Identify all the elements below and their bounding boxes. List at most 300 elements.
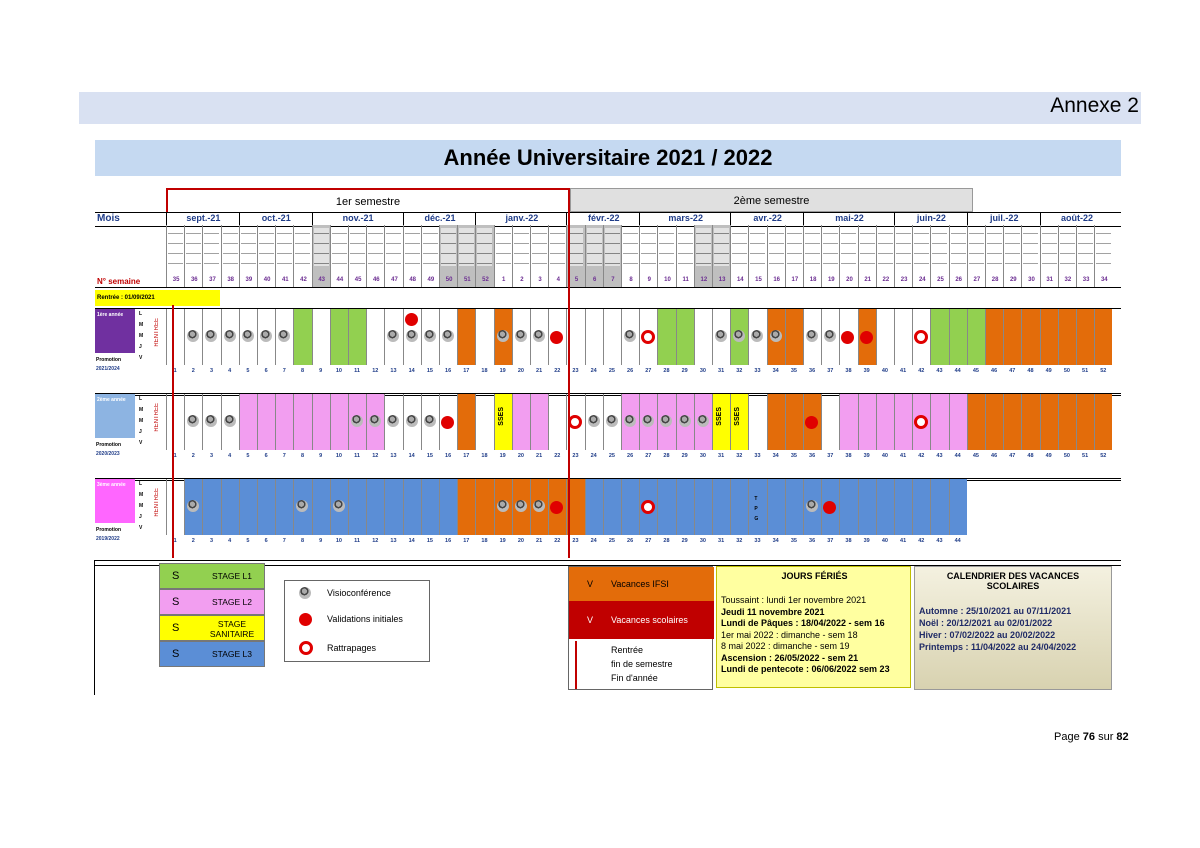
date-marks [1060, 228, 1075, 266]
week-counter: 1 [173, 538, 177, 544]
week-counter: 43 [936, 453, 943, 459]
week-cell [166, 394, 184, 450]
week-counter: 28 [663, 453, 670, 459]
week-cell [967, 309, 985, 365]
sses-label: SSES [497, 407, 505, 426]
year-label: 2ème année [97, 397, 126, 403]
week-counter: 2 [191, 453, 195, 459]
week-counter: 49 [1045, 453, 1052, 459]
week-cell [949, 479, 967, 535]
promotion-years: 2021/2024 [96, 366, 120, 372]
week-counter: 31 [718, 368, 725, 374]
vacances-item: Noël : 20/12/2021 au 02/01/2022 [919, 618, 1053, 628]
week-cell [858, 479, 876, 535]
semester-1-header [166, 188, 570, 212]
visio-icon [406, 415, 418, 427]
week-cell [1094, 309, 1112, 365]
week-counter: 42 [918, 368, 925, 374]
week-counter: 22 [554, 538, 561, 544]
date-marks [314, 228, 329, 266]
week-counter: 14 [408, 368, 415, 374]
week-number: 51 [463, 277, 471, 283]
week-cell [166, 479, 184, 535]
week-cell [403, 479, 421, 535]
week-column [585, 225, 603, 287]
week-counter: 10 [335, 538, 342, 544]
week-cell [475, 309, 493, 365]
week-counter: 30 [699, 453, 706, 459]
week-number: 38 [227, 277, 235, 283]
month-1: oct.-21 [239, 213, 313, 226]
week-column [1040, 225, 1058, 287]
week-counter: 16 [445, 368, 452, 374]
week-cell [894, 309, 912, 365]
week-counter: 10 [335, 368, 342, 374]
week-counter: 29 [681, 538, 688, 544]
date-marks [1023, 228, 1038, 266]
month-7: avr.-22 [730, 213, 804, 226]
week-number: 16 [773, 277, 781, 283]
year-color-label [95, 479, 135, 523]
week-cell [767, 394, 785, 450]
week-cell [366, 309, 384, 365]
week-counter: 44 [954, 453, 961, 459]
week-column [384, 225, 402, 287]
week-counter: 20 [517, 538, 524, 544]
vacances-list [919, 605, 1076, 653]
red-line-sample [575, 641, 577, 689]
week-counter: 38 [845, 453, 852, 459]
week-column [348, 225, 366, 287]
week-counter: 15 [426, 453, 433, 459]
week-counter: 33 [754, 368, 761, 374]
week-counter: 51 [1082, 453, 1089, 459]
week-counter: 19 [499, 368, 506, 374]
week-counter: 46 [991, 453, 998, 459]
week-counter: 20 [517, 368, 524, 374]
week-counter: 2 [191, 368, 195, 374]
week-column [694, 225, 712, 287]
week-cell [1076, 394, 1094, 450]
month-8: mai-22 [803, 213, 895, 226]
day-letter: J [139, 344, 142, 350]
week-number: 49 [427, 277, 435, 283]
week-counter: 36 [809, 453, 816, 459]
validation-label: Validations initiales [327, 614, 403, 624]
week-column [202, 225, 220, 287]
vacances-title: CALENDRIER DES VACANCES SCOLAIRES [946, 571, 1080, 591]
week-counter: 35 [790, 453, 797, 459]
title-banner [95, 140, 1121, 176]
year-color-label [95, 394, 135, 438]
date-marks [714, 228, 729, 266]
month-5: févr.-22 [566, 213, 640, 226]
rentree-vertical: RENTREE [154, 318, 160, 347]
week-counter: 43 [936, 368, 943, 374]
day-letter: M [139, 407, 144, 413]
week-counter: 13 [390, 368, 397, 374]
week-counter: 38 [845, 368, 852, 374]
week-cell [1021, 309, 1039, 365]
week-number: 17 [791, 277, 799, 283]
week-counter: 15 [426, 538, 433, 544]
semaine-label: N° semaine [97, 277, 141, 286]
week-column [257, 225, 275, 287]
week-number: 13 [718, 277, 726, 283]
week-number: 43 [318, 277, 326, 283]
week-cell [839, 479, 857, 535]
week-cell [785, 479, 803, 535]
week-counter: 19 [499, 453, 506, 459]
week-counter: 27 [645, 368, 652, 374]
ferie-item: Toussaint : lundi 1er novembre 2021 [721, 595, 867, 605]
week-number: 21 [864, 277, 872, 283]
week-counter: 26 [627, 538, 634, 544]
week-cell [421, 479, 439, 535]
day-letter: L [139, 311, 143, 317]
week-column [439, 225, 457, 287]
week-counter: 39 [863, 453, 870, 459]
week-cell [1040, 394, 1058, 450]
week-cell [293, 309, 311, 365]
week-counter: 25 [608, 538, 615, 544]
stage-letter: S [172, 648, 180, 660]
week-number: 34 [1100, 277, 1108, 283]
week-number: 50 [445, 277, 453, 283]
date-marks [1078, 228, 1093, 266]
red-dot-icon [299, 613, 312, 626]
visio-icon [224, 330, 236, 342]
week-counter: 28 [663, 368, 670, 374]
date-marks [168, 228, 183, 266]
visio-icon [442, 330, 454, 342]
week-counter: 40 [881, 368, 888, 374]
week-cell [621, 479, 639, 535]
week-column [821, 225, 839, 287]
visio-icon [424, 415, 436, 427]
week-cell [712, 479, 730, 535]
date-marks [532, 228, 547, 266]
week-cell [166, 309, 184, 365]
week-counter: 33 [754, 538, 761, 544]
red-dot-icon [441, 416, 454, 429]
month-11: août-22 [1040, 213, 1114, 226]
week-counter: 27 [645, 453, 652, 459]
week-column [1021, 225, 1039, 287]
date-marks [423, 228, 438, 266]
week-cell [1021, 394, 1039, 450]
week-cell [676, 309, 694, 365]
week-counter: 5 [246, 538, 250, 544]
week-counter: 42 [918, 538, 925, 544]
date-marks [896, 228, 911, 266]
week-counter: 30 [699, 368, 706, 374]
vacances-scolaires-box [914, 566, 1112, 690]
visio-icon [424, 330, 436, 342]
week-cell [767, 479, 785, 535]
day-letter: L [139, 396, 143, 402]
week-counter: 18 [481, 538, 488, 544]
week-number: 7 [611, 277, 615, 283]
month-9: juin-22 [894, 213, 968, 226]
day-letter: V [139, 355, 143, 361]
date-marks [350, 228, 365, 266]
day-letter: J [139, 514, 142, 520]
visio-icon [715, 330, 727, 342]
week-column [512, 225, 530, 287]
week-counter: 24 [590, 538, 597, 544]
ferie-item: 1er mai 2022 : dimanche - sem 18 [721, 629, 858, 640]
week-cell [239, 394, 257, 450]
stage-letter: S [172, 622, 180, 634]
week-counter: 9 [319, 453, 323, 459]
rentree-line [172, 305, 174, 558]
week-cell [475, 394, 493, 450]
visio-icon [679, 415, 691, 427]
week-cell [512, 394, 530, 450]
date-marks [732, 228, 747, 266]
week-number: 18 [809, 277, 817, 283]
date-marks [259, 228, 274, 266]
week-cell [876, 309, 894, 365]
week-counter: 21 [536, 453, 543, 459]
week-column [1058, 225, 1076, 287]
visio-icon [770, 330, 782, 342]
week-counter: 31 [718, 453, 725, 459]
week-cell [585, 479, 603, 535]
ferie-item: Lundi de Pâques : 18/04/2022 - sem 16 [721, 618, 885, 628]
date-marks [623, 228, 638, 266]
week-counter: 42 [918, 453, 925, 459]
week-number: 22 [882, 277, 890, 283]
week-number: 35 [172, 277, 180, 283]
page-title: Année Universitaire 2021 / 2022 [443, 145, 773, 170]
date-marks [241, 228, 256, 266]
week-column [785, 225, 803, 287]
semester-2-header [570, 188, 973, 212]
week-counter: 11 [354, 368, 360, 374]
month-4: janv.-22 [475, 213, 567, 226]
week-column [985, 225, 1003, 287]
vacances-legend [568, 566, 713, 690]
annexe-header [79, 92, 1141, 124]
visio-icon [497, 330, 509, 342]
week-number: 5 [574, 277, 579, 283]
week-number: 2 [520, 277, 524, 283]
date-marks [932, 228, 947, 266]
week-counter: 18 [481, 368, 488, 374]
week-counter: 17 [463, 538, 470, 544]
month-10: juil.-22 [967, 213, 1041, 226]
week-column [949, 225, 967, 287]
week-cell [730, 479, 748, 535]
week-column [548, 225, 566, 287]
week-counter: 2 [191, 538, 195, 544]
red-dot-icon [405, 313, 418, 326]
date-marks [496, 228, 511, 266]
date-marks [368, 228, 383, 266]
week-column [494, 225, 512, 287]
week-column [166, 225, 184, 287]
week-number: 20 [846, 277, 853, 283]
week-cell [894, 479, 912, 535]
week-number: 31 [1046, 277, 1054, 283]
rentree-vertical: RENTREE [154, 403, 160, 432]
week-number: 27 [973, 277, 981, 283]
date-marks [1042, 228, 1057, 266]
stage-label: STAGE L2 [212, 597, 252, 607]
stage-legend-item [159, 615, 265, 641]
week-column [967, 225, 985, 287]
week-column [803, 225, 821, 287]
week-cell [348, 309, 366, 365]
week-cell [676, 479, 694, 535]
line-fin-annee: Fin d'année [611, 673, 658, 683]
week-number: 4 [556, 277, 560, 283]
day-letter: V [139, 525, 143, 531]
week-counter: 37 [827, 368, 834, 374]
week-number: 28 [991, 277, 999, 283]
week-column [275, 225, 293, 287]
ferie-item: 8 mai 2022 : dimanche - sem 19 [721, 641, 850, 651]
week-cell [839, 394, 857, 450]
visio-icon [533, 500, 545, 512]
week-counter: 41 [900, 368, 907, 374]
week-counter: 10 [335, 453, 342, 459]
week-cell [202, 479, 220, 535]
week-column [330, 225, 348, 287]
week-cell [312, 479, 330, 535]
date-marks [1005, 228, 1020, 266]
week-cell [348, 479, 366, 535]
week-column [657, 225, 675, 287]
week-column [603, 225, 621, 287]
week-cell [330, 394, 348, 450]
week-counter: 34 [772, 538, 779, 544]
annexe-label: Annexe 2 [1050, 94, 1139, 117]
week-counter: 1 [173, 368, 177, 374]
date-marks [514, 228, 529, 266]
date-marks [277, 228, 292, 266]
week-counter: 50 [1063, 368, 1070, 374]
week-column [930, 225, 948, 287]
date-marks [295, 228, 310, 266]
week-number: 9 [647, 277, 651, 283]
week-number: 29 [1009, 277, 1017, 283]
day-letter: J [139, 429, 142, 435]
week-counter: 7 [282, 538, 286, 544]
week-counter: 25 [608, 368, 615, 374]
week-counter: 47 [1009, 368, 1016, 374]
week-counter: 6 [264, 538, 268, 544]
week-column [1076, 225, 1094, 287]
week-counter: 35 [790, 538, 797, 544]
week-number: 10 [664, 277, 671, 283]
week-counter: 43 [936, 538, 943, 544]
stage-legend-item [159, 563, 265, 589]
week-counter: 47 [1009, 453, 1016, 459]
week-column [184, 225, 202, 287]
left-border [94, 560, 95, 695]
week-counter: 26 [627, 453, 634, 459]
week-cell [384, 479, 402, 535]
week-counter: 13 [390, 453, 397, 459]
week-counter: 32 [736, 538, 743, 544]
week-number: 23 [900, 277, 908, 283]
visio-icon [533, 330, 545, 342]
week-number: 30 [1028, 277, 1035, 283]
semester-divider-line [568, 188, 570, 558]
week-counter: 3 [209, 453, 214, 459]
week-counter: 49 [1045, 368, 1052, 374]
date-marks [568, 228, 583, 266]
week-counter: 15 [426, 368, 433, 374]
week-counter: 14 [408, 538, 415, 544]
feries-title: JOURS FÉRIÉS [781, 571, 848, 581]
date-marks [223, 228, 238, 266]
week-cell [257, 394, 275, 450]
date-marks [550, 228, 565, 266]
week-counter: 12 [372, 453, 379, 459]
week-cell [930, 479, 948, 535]
visio-icon [624, 330, 636, 342]
visio-icon [697, 415, 709, 427]
week-counter: 45 [972, 453, 979, 459]
month-3: déc.-21 [403, 213, 477, 226]
vacances-scolaires-label: Vacances scolaires [611, 615, 688, 625]
week-counter: 7 [282, 453, 286, 459]
week-counter: 27 [645, 538, 652, 544]
week-number: 37 [209, 277, 216, 283]
week-cell [603, 479, 621, 535]
week-cell [548, 394, 566, 450]
week-counter: 28 [663, 538, 670, 544]
week-counter: 6 [264, 453, 268, 459]
week-counter: 21 [536, 538, 543, 544]
stage-letter: S [172, 596, 180, 608]
week-counter: 4 [228, 538, 232, 544]
date-marks [332, 228, 347, 266]
week-number: 45 [354, 277, 362, 283]
date-marks [678, 228, 693, 266]
date-marks [951, 228, 966, 266]
date-marks [441, 228, 456, 266]
week-counter: 32 [736, 453, 743, 459]
date-marks [605, 228, 620, 266]
week-counter: 41 [900, 453, 907, 459]
week-counter: 44 [954, 538, 961, 544]
week-counter: 40 [881, 453, 888, 459]
week-number: 6 [593, 277, 597, 283]
week-number: 15 [755, 277, 762, 283]
week-counter: 39 [863, 368, 870, 374]
week-column [312, 225, 330, 287]
week-cell [457, 479, 475, 535]
week-number: 48 [409, 277, 417, 283]
week-cell [985, 394, 1003, 450]
date-marks [750, 228, 765, 266]
week-cell [603, 309, 621, 365]
date-marks [696, 228, 711, 266]
week-number: 12 [700, 277, 708, 283]
visio-icon [806, 330, 818, 342]
week-counter: 8 [300, 368, 305, 374]
week-counter: 18 [481, 453, 488, 459]
week-cell [967, 394, 985, 450]
week-counter: 3 [209, 538, 214, 544]
week-counter: 14 [408, 453, 415, 459]
jours-feries-box [716, 566, 911, 688]
